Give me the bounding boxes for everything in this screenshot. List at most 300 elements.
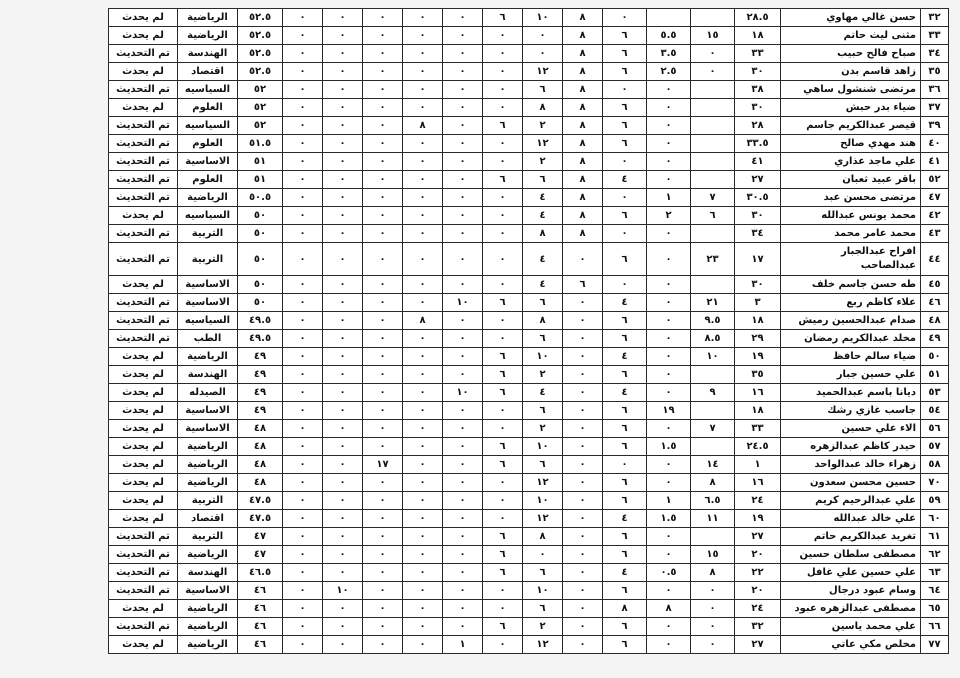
c7-cell: ٦ (483, 438, 523, 456)
c10-cell: ٠ (363, 207, 403, 225)
name-cell: طه حسن جاسم خلف (781, 276, 921, 294)
c1-cell: ٢٧ (735, 528, 781, 546)
c3-cell (647, 9, 691, 27)
c7-cell: ٠ (483, 492, 523, 510)
table-row (109, 153, 949, 171)
c10-cell: ٠ (363, 600, 403, 618)
college-cell: الرياضية (178, 600, 238, 618)
c12-cell: ٠ (283, 207, 323, 225)
c7-cell: ٦ (483, 618, 523, 636)
seq-cell: ٥٧ (921, 438, 949, 456)
status-cell: تم التحديث (109, 564, 178, 582)
college-cell: الرياضية (178, 348, 238, 366)
c4-cell: ٦ (603, 117, 647, 135)
c10-cell: ٠ (363, 582, 403, 600)
c4-cell: ٦ (603, 99, 647, 117)
c9-cell: ٠ (403, 384, 443, 402)
c10-cell: ٠ (363, 81, 403, 99)
c6-cell: ٤ (523, 243, 563, 276)
c5-cell: ٠ (563, 243, 603, 276)
college-cell: العلوم (178, 99, 238, 117)
college-cell: الطب (178, 330, 238, 348)
college-cell: الرياضية (178, 456, 238, 474)
c3-cell: ٠ (647, 420, 691, 438)
c6-cell: ٦ (523, 330, 563, 348)
score-cell: ٤٧ (238, 546, 283, 564)
c6-cell: ٢ (523, 618, 563, 636)
c11-cell: ٠ (323, 171, 363, 189)
c11-cell: ٠ (323, 243, 363, 276)
c8-cell: ٠ (443, 420, 483, 438)
table-row (109, 9, 949, 27)
c11-cell: ٠ (323, 189, 363, 207)
c1-cell: ٣٠ (735, 276, 781, 294)
c11-cell: ٠ (323, 492, 363, 510)
c1-cell: ١٨ (735, 312, 781, 330)
c11-cell: ٠ (323, 438, 363, 456)
seq-cell: ٣٧ (921, 99, 949, 117)
c4-cell: ٠ (603, 81, 647, 99)
seq-cell: ٣٣ (921, 27, 949, 45)
c1-cell: ٤١ (735, 153, 781, 171)
score-cell: ٥٢.٥ (238, 45, 283, 63)
c10-cell: ٠ (363, 438, 403, 456)
c6-cell: ٦ (523, 600, 563, 618)
status-cell: لم يحدث (109, 9, 178, 27)
c1-cell: ٢٧ (735, 636, 781, 654)
c2-cell (691, 402, 735, 420)
name-cell: افراح عبدالجبار عبدالصاحب (781, 243, 921, 276)
c9-cell: ٠ (403, 81, 443, 99)
c10-cell: ٠ (363, 474, 403, 492)
c3-cell: ٠ (647, 243, 691, 276)
c12-cell: ٠ (283, 456, 323, 474)
seq-cell: ٧٠ (921, 474, 949, 492)
c8-cell: ٠ (443, 402, 483, 420)
name-cell: زهراء خالد عبدالواحد (781, 456, 921, 474)
c10-cell: ٠ (363, 117, 403, 135)
status-cell: لم يحدث (109, 636, 178, 654)
name-cell: علاء كاظم ربع (781, 294, 921, 312)
c3-cell: ٠ (647, 294, 691, 312)
c9-cell: ٠ (403, 600, 443, 618)
college-cell: السياسيه (178, 312, 238, 330)
c10-cell: ٠ (363, 63, 403, 81)
table-row (109, 384, 949, 402)
c7-cell: ٠ (483, 276, 523, 294)
college-cell: السياسيه (178, 81, 238, 99)
seq-cell: ٥٦ (921, 420, 949, 438)
c10-cell: ٠ (363, 45, 403, 63)
c9-cell: ٠ (403, 243, 443, 276)
c3-cell: ٢ (647, 207, 691, 225)
table-row (109, 63, 949, 81)
c4-cell: ٦ (603, 636, 647, 654)
score-cell: ٤٦.٥ (238, 564, 283, 582)
c10-cell: ٠ (363, 153, 403, 171)
c8-cell: ٠ (443, 171, 483, 189)
c3-cell: ٠ (647, 99, 691, 117)
c1-cell: ٣٣ (735, 420, 781, 438)
c8-cell: ١٠ (443, 294, 483, 312)
c7-cell: ٠ (483, 312, 523, 330)
name-cell: حسن غالي مهاوي (781, 9, 921, 27)
score-cell: ٤٧ (238, 528, 283, 546)
c9-cell: ٠ (403, 171, 443, 189)
c2-cell (691, 117, 735, 135)
c9-cell: ٠ (403, 99, 443, 117)
table-row (109, 117, 949, 135)
c12-cell: ٠ (283, 348, 323, 366)
status-cell: تم التحديث (109, 582, 178, 600)
seq-cell: ٤٠ (921, 135, 949, 153)
c4-cell: ٤ (603, 510, 647, 528)
c6-cell: ٦ (523, 402, 563, 420)
c5-cell: ٨ (563, 27, 603, 45)
table-row (109, 420, 949, 438)
c9-cell: ٠ (403, 366, 443, 384)
c5-cell: ٨ (563, 117, 603, 135)
c11-cell: ٠ (323, 135, 363, 153)
c12-cell: ٠ (283, 171, 323, 189)
c10-cell: ٠ (363, 243, 403, 276)
college-cell: الرياضية (178, 618, 238, 636)
c4-cell: ٠ (603, 153, 647, 171)
c1-cell: ١٦ (735, 474, 781, 492)
status-cell: لم يحدث (109, 276, 178, 294)
college-cell: الرياضية (178, 189, 238, 207)
c8-cell: ٠ (443, 564, 483, 582)
c7-cell: ٦ (483, 546, 523, 564)
score-cell: ٥١ (238, 171, 283, 189)
c12-cell: ٠ (283, 276, 323, 294)
c10-cell: ٠ (363, 366, 403, 384)
c8-cell: ٠ (443, 438, 483, 456)
c12-cell: ٠ (283, 81, 323, 99)
c9-cell: ٠ (403, 225, 443, 243)
seq-cell: ٤٨ (921, 312, 949, 330)
score-cell: ٤٨ (238, 438, 283, 456)
seq-cell: ٤٩ (921, 330, 949, 348)
seq-cell: ٣٥ (921, 63, 949, 81)
college-cell: التربية (178, 528, 238, 546)
college-cell: الاساسية (178, 294, 238, 312)
c9-cell: ٨ (403, 312, 443, 330)
table-row (109, 99, 949, 117)
seq-cell: ٤٥ (921, 276, 949, 294)
status-cell: لم يحدث (109, 384, 178, 402)
name-cell: حيدر كاظم عبدالزهره (781, 438, 921, 456)
college-cell: الصيدله (178, 384, 238, 402)
c8-cell: ٠ (443, 528, 483, 546)
status-cell: لم يحدث (109, 63, 178, 81)
c10-cell: ٠ (363, 546, 403, 564)
college-cell: اقتصاد (178, 510, 238, 528)
c3-cell: ١ (647, 492, 691, 510)
c11-cell: ٠ (323, 81, 363, 99)
c4-cell: ٦ (603, 582, 647, 600)
name-cell: مخلد عبدالكريم رمضان (781, 330, 921, 348)
c5-cell: ٠ (563, 492, 603, 510)
c8-cell: ٠ (443, 81, 483, 99)
c1-cell: ٢٩ (735, 330, 781, 348)
c8-cell: ٠ (443, 582, 483, 600)
status-cell: تم التحديث (109, 294, 178, 312)
c10-cell: ١٧ (363, 456, 403, 474)
c5-cell: ٠ (563, 564, 603, 582)
c1-cell: ٣٠.٥ (735, 189, 781, 207)
table-row (109, 546, 949, 564)
score-cell: ٤٧.٥ (238, 510, 283, 528)
c12-cell: ٠ (283, 600, 323, 618)
c5-cell: ٨ (563, 189, 603, 207)
college-cell: التربية (178, 243, 238, 276)
c12-cell: ٠ (283, 63, 323, 81)
c7-cell: ٠ (483, 243, 523, 276)
c12-cell: ٠ (283, 618, 323, 636)
status-cell: تم التحديث (109, 189, 178, 207)
c8-cell: ٠ (443, 135, 483, 153)
seq-cell: ٥٣ (921, 384, 949, 402)
status-cell: تم التحديث (109, 171, 178, 189)
c12-cell: ٠ (283, 153, 323, 171)
c3-cell: ٠.٥ (647, 564, 691, 582)
c9-cell: ٠ (403, 528, 443, 546)
c8-cell: ٠ (443, 276, 483, 294)
c3-cell: ٠ (647, 117, 691, 135)
c1-cell: ٣٠ (735, 207, 781, 225)
c9-cell: ٠ (403, 546, 443, 564)
table-row (109, 330, 949, 348)
table-row (109, 189, 949, 207)
name-cell: ديانا باسم عبدالحميد (781, 384, 921, 402)
c1-cell: ١٨ (735, 402, 781, 420)
c3-cell: ١.٥ (647, 510, 691, 528)
c8-cell: ٠ (443, 243, 483, 276)
seq-cell: ٦٢ (921, 546, 949, 564)
c7-cell: ٦ (483, 366, 523, 384)
c10-cell: ٠ (363, 618, 403, 636)
c5-cell: ٠ (563, 330, 603, 348)
c8-cell: ٠ (443, 492, 483, 510)
c5-cell: ٠ (563, 618, 603, 636)
table-row (109, 45, 949, 63)
c11-cell: ٠ (323, 153, 363, 171)
c1-cell: ١ (735, 456, 781, 474)
c5-cell: ٨ (563, 171, 603, 189)
c2-cell: ٢١ (691, 294, 735, 312)
c11-cell: ٠ (323, 63, 363, 81)
seq-cell: ٦٠ (921, 510, 949, 528)
c7-cell: ٠ (483, 600, 523, 618)
c2-cell: ١٥ (691, 546, 735, 564)
status-cell: لم يحدث (109, 99, 178, 117)
seq-cell: ٤٢ (921, 207, 949, 225)
seq-cell: ٦٥ (921, 600, 949, 618)
c8-cell: ٠ (443, 225, 483, 243)
c6-cell: ٨ (523, 312, 563, 330)
c5-cell: ٠ (563, 600, 603, 618)
c7-cell: ٦ (483, 528, 523, 546)
name-cell: صدام عبدالحسين رميش (781, 312, 921, 330)
c8-cell: ٠ (443, 330, 483, 348)
score-cell: ٥٠ (238, 276, 283, 294)
c10-cell: ٠ (363, 384, 403, 402)
c10-cell: ٠ (363, 225, 403, 243)
c1-cell: ٢٤ (735, 600, 781, 618)
c10-cell: ٠ (363, 420, 403, 438)
score-cell: ٥٢ (238, 99, 283, 117)
seq-cell: ٦٦ (921, 618, 949, 636)
c8-cell: ٠ (443, 27, 483, 45)
c2-cell: ٠ (691, 582, 735, 600)
c3-cell: ٠ (647, 528, 691, 546)
c12-cell: ٠ (283, 243, 323, 276)
c9-cell: ٠ (403, 189, 443, 207)
c8-cell: ٠ (443, 117, 483, 135)
c10-cell: ٠ (363, 294, 403, 312)
status-cell: تم التحديث (109, 330, 178, 348)
c5-cell: ٠ (563, 474, 603, 492)
c4-cell: ٠ (603, 456, 647, 474)
score-cell: ٥٢.٥ (238, 27, 283, 45)
c3-cell: ٠ (647, 276, 691, 294)
c4-cell: ٠ (603, 225, 647, 243)
c4-cell: ٤ (603, 171, 647, 189)
c5-cell: ٨ (563, 99, 603, 117)
c6-cell: ١٠ (523, 9, 563, 27)
status-cell: لم يحدث (109, 420, 178, 438)
c10-cell: ٠ (363, 312, 403, 330)
c4-cell: ٦ (603, 45, 647, 63)
name-cell: محمد عامر محمد (781, 225, 921, 243)
name-cell: ضياء سالم حافظ (781, 348, 921, 366)
status-cell: تم التحديث (109, 81, 178, 99)
status-cell: لم يحدث (109, 456, 178, 474)
c4-cell: ٦ (603, 63, 647, 81)
c2-cell: ٩ (691, 384, 735, 402)
c5-cell: ٦ (563, 276, 603, 294)
c7-cell: ٠ (483, 27, 523, 45)
c11-cell: ٠ (323, 384, 363, 402)
c3-cell: ١ (647, 189, 691, 207)
name-cell: علي حسين علي غافل (781, 564, 921, 582)
c11-cell: ٠ (323, 117, 363, 135)
c1-cell: ٢٤.٥ (735, 438, 781, 456)
c3-cell: ٠ (647, 348, 691, 366)
table-body (109, 9, 949, 654)
c5-cell: ٨ (563, 207, 603, 225)
c8-cell: ٠ (443, 153, 483, 171)
c4-cell: ٨ (603, 600, 647, 618)
c8-cell: ٠ (443, 456, 483, 474)
c3-cell: ٢.٥ (647, 63, 691, 81)
c5-cell: ٠ (563, 438, 603, 456)
c5-cell: ٨ (563, 153, 603, 171)
c6-cell: ٦ (523, 81, 563, 99)
status-cell: لم يحدث (109, 600, 178, 618)
c3-cell: ٠ (647, 312, 691, 330)
status-cell: تم التحديث (109, 528, 178, 546)
c7-cell: ٠ (483, 402, 523, 420)
c2-cell (691, 366, 735, 384)
c3-cell: ٠ (647, 81, 691, 99)
c7-cell: ٠ (483, 510, 523, 528)
c11-cell: ٠ (323, 294, 363, 312)
c5-cell: ٨ (563, 135, 603, 153)
name-cell: زاهد قاسم بدن (781, 63, 921, 81)
college-cell: الاساسية (178, 420, 238, 438)
c8-cell: ٠ (443, 45, 483, 63)
college-cell: الهندسة (178, 564, 238, 582)
c10-cell: ٠ (363, 402, 403, 420)
c5-cell: ٠ (563, 636, 603, 654)
c2-cell (691, 153, 735, 171)
table-row (109, 438, 949, 456)
college-cell: السياسيه (178, 207, 238, 225)
c6-cell: ٨ (523, 99, 563, 117)
c11-cell: ٠ (323, 330, 363, 348)
c2-cell: ٧ (691, 189, 735, 207)
c10-cell: ٠ (363, 636, 403, 654)
c6-cell: ٨ (523, 225, 563, 243)
c8-cell: ١٠ (443, 384, 483, 402)
c3-cell: ٠ (647, 330, 691, 348)
c12-cell: ٠ (283, 402, 323, 420)
c3-cell: ٠ (647, 366, 691, 384)
c4-cell: ٤ (603, 564, 647, 582)
c8-cell: ٠ (443, 474, 483, 492)
c3-cell: ١.٥ (647, 438, 691, 456)
c9-cell: ٠ (403, 510, 443, 528)
name-cell: محمد يونس عبدالله (781, 207, 921, 225)
seq-cell: ٧٧ (921, 636, 949, 654)
c6-cell: ١٢ (523, 135, 563, 153)
college-cell: الرياضية (178, 474, 238, 492)
college-cell: الرياضية (178, 27, 238, 45)
c2-cell (691, 171, 735, 189)
c12-cell: ٠ (283, 636, 323, 654)
c12-cell: ٠ (283, 564, 323, 582)
score-cell: ٤٩ (238, 348, 283, 366)
c7-cell: ٦ (483, 294, 523, 312)
name-cell: علي ماجد عذاري (781, 153, 921, 171)
c3-cell: ٠ (647, 474, 691, 492)
c9-cell: ٨ (403, 117, 443, 135)
c5-cell: ٠ (563, 510, 603, 528)
table-row (109, 81, 949, 99)
c11-cell: ٠ (323, 546, 363, 564)
status-cell: لم يحدث (109, 366, 178, 384)
c9-cell: ٠ (403, 402, 443, 420)
c6-cell: ١٠ (523, 348, 563, 366)
c4-cell: ٦ (603, 366, 647, 384)
c2-cell (691, 135, 735, 153)
c10-cell: ٠ (363, 189, 403, 207)
c5-cell: ٨ (563, 81, 603, 99)
name-cell: مصطفى سلطان حسين (781, 546, 921, 564)
c1-cell: ٣٥ (735, 366, 781, 384)
score-cell: ٤٩.٥ (238, 330, 283, 348)
name-cell: جاسب غازي رشك (781, 402, 921, 420)
c1-cell: ٢٧ (735, 171, 781, 189)
table-row (109, 243, 949, 276)
college-cell: الهندسة (178, 366, 238, 384)
c3-cell: ٠ (647, 582, 691, 600)
c7-cell: ٠ (483, 153, 523, 171)
c11-cell: ٠ (323, 99, 363, 117)
c4-cell: ٦ (603, 27, 647, 45)
